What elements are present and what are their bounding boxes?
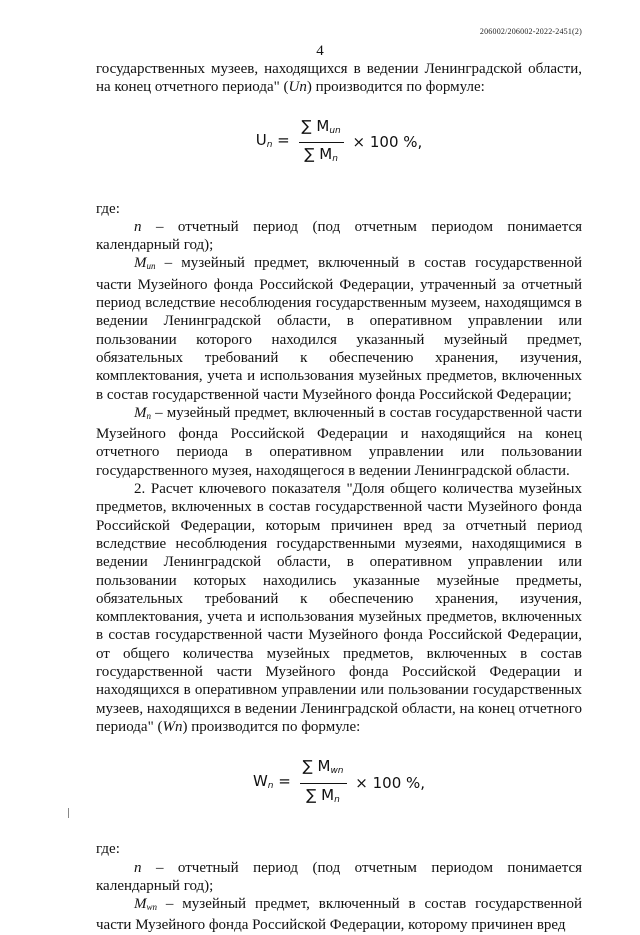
denominator-subscript: n — [334, 794, 340, 805]
definition-subscript: un — [146, 261, 156, 272]
formula-fraction — [300, 757, 347, 809]
variable-un: Un — [288, 79, 307, 96]
formula-lhs-subscript: n — [267, 780, 274, 791]
definition-symbol: n — [134, 859, 142, 876]
definition-text: – музейный предмет, включенный в состав государственной части Музейного фонда Российской Федерации, утраченный за отчетный период вследствие несоблюдения государственным музеем, находящимся в ведении Ленинградской области, в оперативном управлении или пользовании которого находился указанный музейный предмет, обязательных требований к обеспечению хранения, изучения, комплектования, учета и использования музейных предметов, включенных в состав государственной части Музейного фонда Российской Федерации; — [96, 255, 582, 403]
definition-n — [96, 218, 582, 255]
paragraph-section-2-text: 2. Расчет ключевого показателя "Доля общего количества музейных предметов, включенных в состав государственной части Музейного фонда Российской Федерации, которым причинен вред за отчетный период вследствие несоблюдения государственными музеями, находящимися в ведении Ленинградской области, в оперативном управлении или пользовании которых находились указанные музейные предметы, обязательных требований к обеспечению хранения, изучения, комплектования, учета и использования музейных предметов, включенных в состав государственной части Музейного фонда Российской Федерации, от общего количества музейных предметов, включенных в состав государственной части Музейного фонда Российской Федерации и находящихся в оперативном управлении или пользовании государственных музеев, находящихся в ведении Ленинградской области, на конец отчетного периода" ( — [96, 481, 582, 735]
denominator-symbol: ∑ M — [306, 785, 335, 804]
paragraph-section-2 — [96, 480, 582, 736]
definition-n — [96, 859, 582, 896]
variable-wn: Wn — [162, 718, 183, 735]
formula-denominator — [301, 143, 341, 168]
formula-lhs — [253, 772, 296, 795]
definition-subscript: n — [146, 410, 151, 421]
formula-denominator — [303, 784, 343, 809]
formula-equals: = — [272, 130, 295, 149]
definition-mwn — [96, 895, 582, 935]
definition-symbol: M — [134, 404, 147, 421]
paragraph-section-2-end: ) производится по формуле: — [182, 718, 361, 735]
numerator-subscript: un — [329, 125, 341, 136]
definition-mun — [96, 254, 582, 403]
definition-subscript: wn — [146, 902, 158, 913]
definition-mn — [96, 404, 582, 480]
denominator-subscript: n — [332, 154, 338, 165]
definition-text: – отчетный период (под отчетным периодом понимается календарный год); — [96, 859, 582, 894]
formula-rhs: × 100 %, — [350, 774, 426, 793]
where-label: где: — [96, 200, 120, 217]
numerator-symbol: ∑ M — [302, 757, 331, 776]
paragraph-intro-text: государственных музеев, находящихся в ведении Ленинградской области, на конец отчетного периода" ( — [96, 61, 582, 96]
margin-mark — [68, 808, 69, 818]
formula-numerator — [299, 117, 344, 143]
where-label: где: — [96, 841, 120, 858]
definition-text: – отчетный период (под отчетным периодом понимается календарный год); — [96, 218, 582, 254]
denominator-symbol: ∑ M — [304, 145, 333, 164]
paragraph-intro-end: ) производится по формуле: — [306, 79, 485, 96]
formula-fraction — [299, 117, 344, 169]
numerator-subscript: wn — [330, 766, 344, 777]
definition-symbol: n — [134, 218, 142, 235]
paragraph-intro — [96, 60, 582, 97]
formula-lhs-subscript: n — [266, 139, 273, 150]
definition-symbol: M — [134, 896, 147, 913]
document-body — [96, 60, 582, 935]
page-number: 4 — [316, 43, 324, 59]
formula-rhs: × 100 %, — [347, 133, 423, 152]
formula-lhs-symbol: W — [252, 771, 268, 790]
numerator-symbol: ∑ M — [301, 116, 330, 135]
formula-numerator — [300, 757, 347, 783]
formula-lhs-symbol: U — [255, 130, 267, 149]
formula-un — [96, 116, 582, 166]
formula-wn — [96, 757, 582, 806]
formula-lhs — [256, 131, 295, 154]
definition-text: – музейный предмет, включенный в состав государственной части Музейного фонда Российской Федерации, которому причинен вред — [96, 896, 582, 934]
document-id: 206002/206002-2022-2451(2) — [479, 27, 582, 36]
formula-equals: = — [273, 771, 296, 790]
definition-symbol: M — [134, 255, 147, 272]
definition-text: – музейный предмет, включенный в состав государственной части Музейного фонда Российской Федерации и находящийся на конец отчетного периода в оперативном управлении или пользовании государственного музея, находящегося в ведении Ленинградской области. — [96, 404, 582, 479]
